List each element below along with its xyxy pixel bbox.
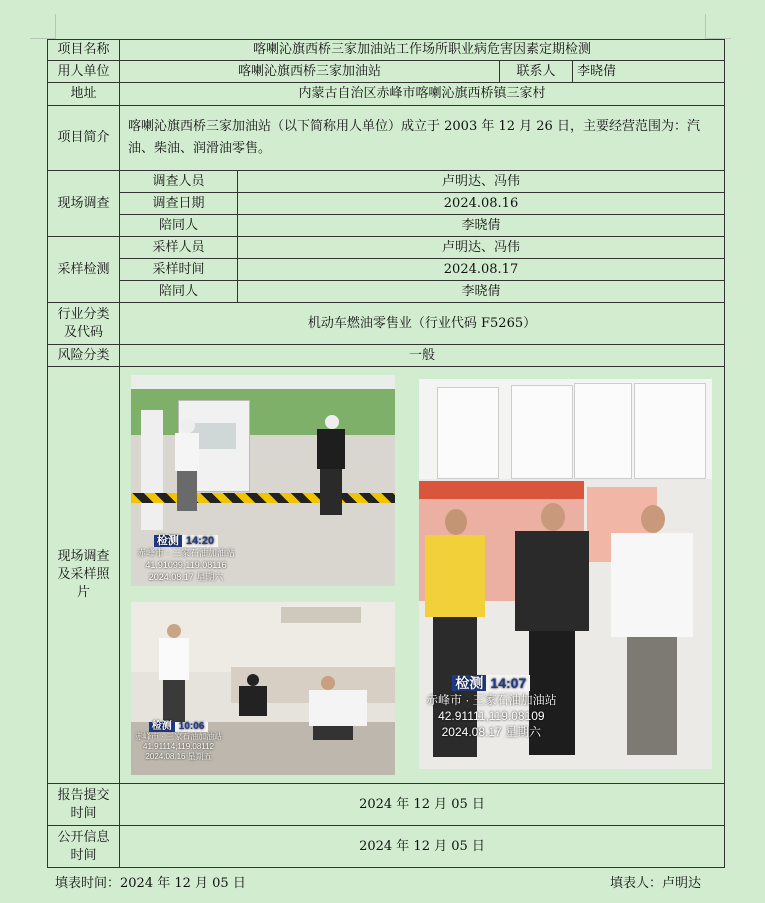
address: 内蒙古自治区赤峰市喀喇沁旗西桥镇三家村 — [120, 83, 725, 106]
photo1-badge: 检测 — [154, 535, 182, 547]
address-label: 地址 — [48, 83, 120, 106]
corner-mark-right — [705, 14, 731, 39]
project-name: 喀喇沁旗西桥三家加油站工作场所职业病危害因素定期检测 — [120, 40, 725, 61]
photo2-badge: 检测 — [149, 722, 175, 732]
report-label: 报告提交时间 — [48, 784, 120, 826]
photo3-time: 14:07 — [486, 675, 530, 691]
sampling-staff: 卢明达、冯伟 — [238, 237, 725, 259]
photo3-badge: 检测 — [452, 675, 486, 691]
survey-label: 现场调查 — [48, 171, 120, 237]
photo-group — [419, 379, 712, 769]
photo2-place: 赤峰市 · 三家石油加油站 — [135, 732, 223, 741]
employer: 喀喇沁旗西桥三家加油站 — [120, 61, 500, 83]
risk-label: 风险分类 — [48, 345, 120, 367]
photo2-coords: 41.91114,119.08112 — [143, 742, 215, 751]
sampling-staff-label: 采样人员 — [120, 237, 238, 259]
contact-label: 联系人 — [500, 61, 573, 83]
corner-mark-left — [30, 14, 56, 39]
photo1-time: 14:20 — [182, 535, 218, 547]
contact: 李晓倩 — [573, 61, 725, 83]
photo-office-survey — [131, 602, 395, 775]
report-date: 2024 年 12 月 05 日 — [120, 784, 725, 826]
project-name-label: 项目名称 — [48, 40, 120, 61]
sampling-companion-label: 陪同人 — [120, 281, 238, 303]
sampling-label: 采样检测 — [48, 237, 120, 303]
photo1-place: 赤峰市 · 三家石油加油站 — [137, 548, 235, 558]
photo3-place: 赤峰市 · 三家石油加油站 — [426, 693, 557, 707]
employer-label: 用人单位 — [48, 61, 120, 83]
publish-label: 公开信息时间 — [48, 826, 120, 868]
photos-cell — [120, 367, 725, 784]
photo2-time: 10:06 — [175, 722, 209, 732]
sampling-companion: 李晓倩 — [238, 281, 725, 303]
photos-label: 现场调查及采样照片 — [48, 367, 120, 784]
survey-date-label: 调查日期 — [120, 193, 238, 215]
photo3-coords: 42.91111,119.08109 — [438, 709, 545, 723]
survey-staff: 卢明达、冯伟 — [238, 171, 725, 193]
sampling-time: 2024.08.17 — [238, 259, 725, 281]
filler: 填表人：卢明达 — [610, 876, 702, 891]
risk: 一般 — [120, 345, 725, 367]
photo2-date: 2024.08.16 星期五 — [145, 752, 212, 761]
publish-date: 2024 年 12 月 05 日 — [120, 826, 725, 868]
sampling-time-label: 采样时间 — [120, 259, 238, 281]
survey-staff-label: 调查人员 — [120, 171, 238, 193]
survey-companion-label: 陪同人 — [120, 215, 238, 237]
industry: 机动车燃油零售业（行业代码 F5265） — [120, 303, 725, 345]
photo1-coords: 41.91099,119.08116 — [145, 560, 227, 570]
fill-time: 填表时间：2024 年 12 月 05 日 — [55, 876, 246, 891]
photo1-date: 2024.08.17 星期六 — [148, 572, 224, 582]
survey-companion: 李晓倩 — [238, 215, 725, 237]
intro-text: 喀喇沁旗西桥三家加油站（以下简称用人单位）成立于 2003 年 12 月 26 日，主要经营范围为：汽油、柴油、润滑油零售。 — [120, 106, 725, 171]
intro-label: 项目简介 — [48, 106, 120, 171]
industry-label: 行业分类及代码 — [48, 303, 120, 345]
photo3-date: 2024.08.17 星期六 — [441, 725, 542, 739]
photo-fuel-dispenser — [131, 375, 395, 586]
survey-date: 2024.08.16 — [238, 193, 725, 215]
project-info-table — [47, 39, 725, 868]
